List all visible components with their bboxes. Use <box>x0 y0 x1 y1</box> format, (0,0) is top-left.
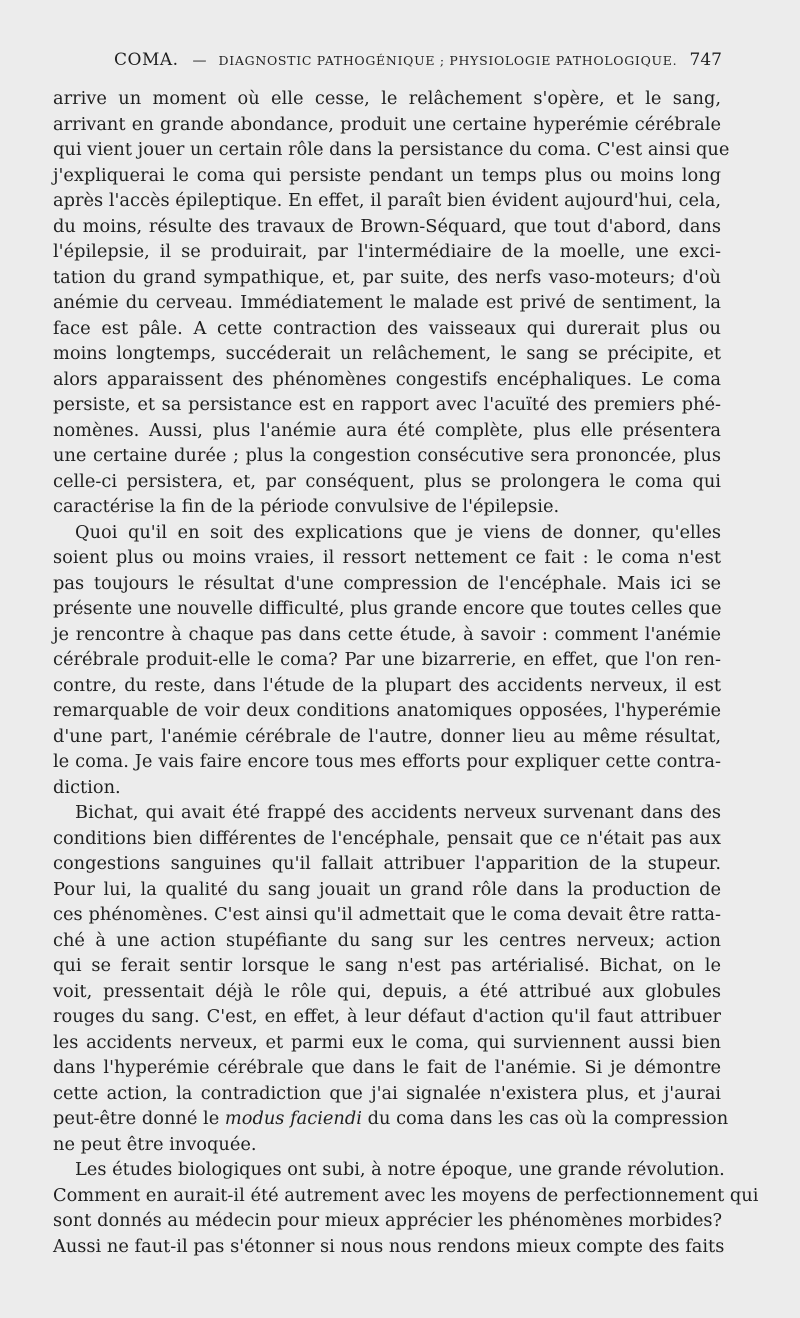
text-line: moins longtemps, succéderait un relâchement, le sang se précipite, et <box>53 343 721 364</box>
text-line: qui vient jouer un certain rôle dans la persistance du coma. C'est ainsi que <box>53 139 730 160</box>
text-line: l'épilepsie, il se produirait, par l'intermédiaire de la moelle, une exci- <box>53 241 721 262</box>
paragraph <box>53 1157 759 1259</box>
text-line: diction. <box>53 776 121 798</box>
text-line: arrivant en grande abondance, produit une certaine hyperémie cérébrale <box>53 113 721 135</box>
text-line: sont donnés au médecin pour mieux apprécier les phénomènes morbides? <box>53 1210 723 1231</box>
text-line: nomènes. Aussi, plus l'anémie aura été complète, plus elle présentera <box>53 419 721 441</box>
text-line: anémie du cerveau. Immédiatement le malade est privé de sentiment, la <box>53 292 721 313</box>
text-line: ché à une action stupéfiante du sang sur les centres nerveux; action <box>53 929 721 951</box>
text-line: Comment en aurait-il été autrement avec les moyens de perfectionnement qui <box>53 1184 759 1206</box>
text-line: le coma. Je vais faire encore tous mes efforts pour expliquer cette contra- <box>53 751 721 772</box>
chapter-title: COMA. <box>114 50 179 70</box>
page-number: 747 <box>689 50 722 70</box>
text-line: une certaine durée ; plus la congestion consécutive sera prononcée, plus <box>53 445 721 466</box>
text-line: Quoi qu'il en soit des explications que je viens de donner, qu'elles <box>75 521 721 543</box>
text-line: pas toujours le résultat d'une compression de l'encéphale. Mais ici se <box>53 572 721 594</box>
text-line: je rencontre à chaque pas dans cette étude, à savoir : comment l'anémie <box>53 623 721 645</box>
running-header <box>114 50 722 76</box>
text-line: d'une part, l'anémie cérébrale de l'autre, donner lieu au même résultat, <box>53 725 721 747</box>
text-line: arrive un moment où elle cesse, le relâchement s'opère, et le sang, <box>53 88 721 109</box>
text-line: face est pâle. A cette contraction des vaisseaux qui durerait plus ou <box>53 317 721 339</box>
text-line: tation du grand sympathique, et, par suite, des nerfs vaso-moteurs; d'où <box>53 266 721 288</box>
text-line: Bichat, qui avait été frappé des accidents nerveux survenant dans des <box>75 802 721 823</box>
text-line: congestions sanguines qu'il fallait attribuer l'apparition de la stupeur. <box>53 853 721 874</box>
paragraph <box>53 520 721 801</box>
text-line: ne peut être invoquée. <box>53 1133 257 1155</box>
text-line: rouges du sang. C'est, en effet, à leur défaut d'action qu'il faut attribuer <box>53 1006 721 1027</box>
text-line: après l'accès épileptique. En effet, il paraît bien évident aujourd'hui, cela, <box>53 190 721 211</box>
text-line: persiste, et sa persistance est en rapport avec l'acuïté des premiers phé- <box>53 394 721 415</box>
header-separator: — <box>192 53 207 69</box>
text-line: j'expliquerai le coma qui persiste pendant un temps plus ou moins long <box>53 164 721 186</box>
text-line: celle-ci persistera, et, par conséquent, plus se prolongera le coma qui <box>53 470 721 492</box>
text-line: cérébrale produit-elle le coma? Par une bizarrerie, en effet, que l'on ren- <box>53 649 721 670</box>
text-line: soient plus ou moins vraies, il ressort nettement ce fait : le coma n'est <box>53 547 721 568</box>
body-text <box>53 86 759 1259</box>
text-line: Les études biologiques ont subi, à notre époque, une grande révolution. <box>75 1159 725 1180</box>
text-line: conditions bien différentes de l'encéphale, pensait que ce n'était pas aux <box>53 827 721 849</box>
text-line: qui se ferait sentir lorsque le sang n'est pas artérialisé. Bichat, on le <box>53 955 721 976</box>
text-line: dans l'hyperémie cérébrale que dans le fait de l'anémie. Si je démontre <box>53 1057 721 1078</box>
text-line: voit, pressentait déjà le rôle qui, depuis, a été attribué aux globules <box>53 980 721 1002</box>
latin-phrase: modus faciendi <box>224 1108 362 1129</box>
text-line: présente une nouvelle difficulté, plus grande encore que toutes celles que <box>53 598 722 619</box>
text-line: les accidents nerveux, et parmi eux le coma, qui surviennent aussi bien <box>53 1031 721 1053</box>
text-line: contre, du reste, dans l'étude de la plupart des accidents nerveux, il est <box>53 674 721 696</box>
text-line: remarquable de voir deux conditions anatomiques opposées, l'hyperémie <box>53 700 721 721</box>
text-line: Aussi ne faut-il pas s'étonner si nous nous rendons mieux compte des faits <box>53 1235 725 1257</box>
paragraph <box>53 86 730 520</box>
text-line: cette action, la contradiction que j'ai signalée n'existera plus, et j'aurai <box>53 1082 721 1104</box>
text-line: du moins, résulte des travaux de Brown-Séquard, que tout d'abord, dans <box>53 215 721 237</box>
section-subtitle: DIAGNOSTIC PATHOGÉNIQUE ; PHYSIOLOGIE PATHOLOGIQUE. <box>218 53 678 68</box>
text-line: ces phénomènes. C'est ainsi qu'il admettait que le coma devait être ratta- <box>53 904 721 925</box>
text-line: alors apparaissent des phénomènes congestifs encéphaliques. Le coma <box>53 368 721 390</box>
text-line: Pour lui, la qualité du sang jouait un grand rôle dans la production de <box>53 878 721 900</box>
paragraph <box>53 800 729 1157</box>
text-line: peut-être donné le modus faciendi du coma dans les cas où la compression <box>53 1108 729 1129</box>
text-line: caractérise la fin de la période convulsive de l'épilepsie. <box>53 496 560 517</box>
